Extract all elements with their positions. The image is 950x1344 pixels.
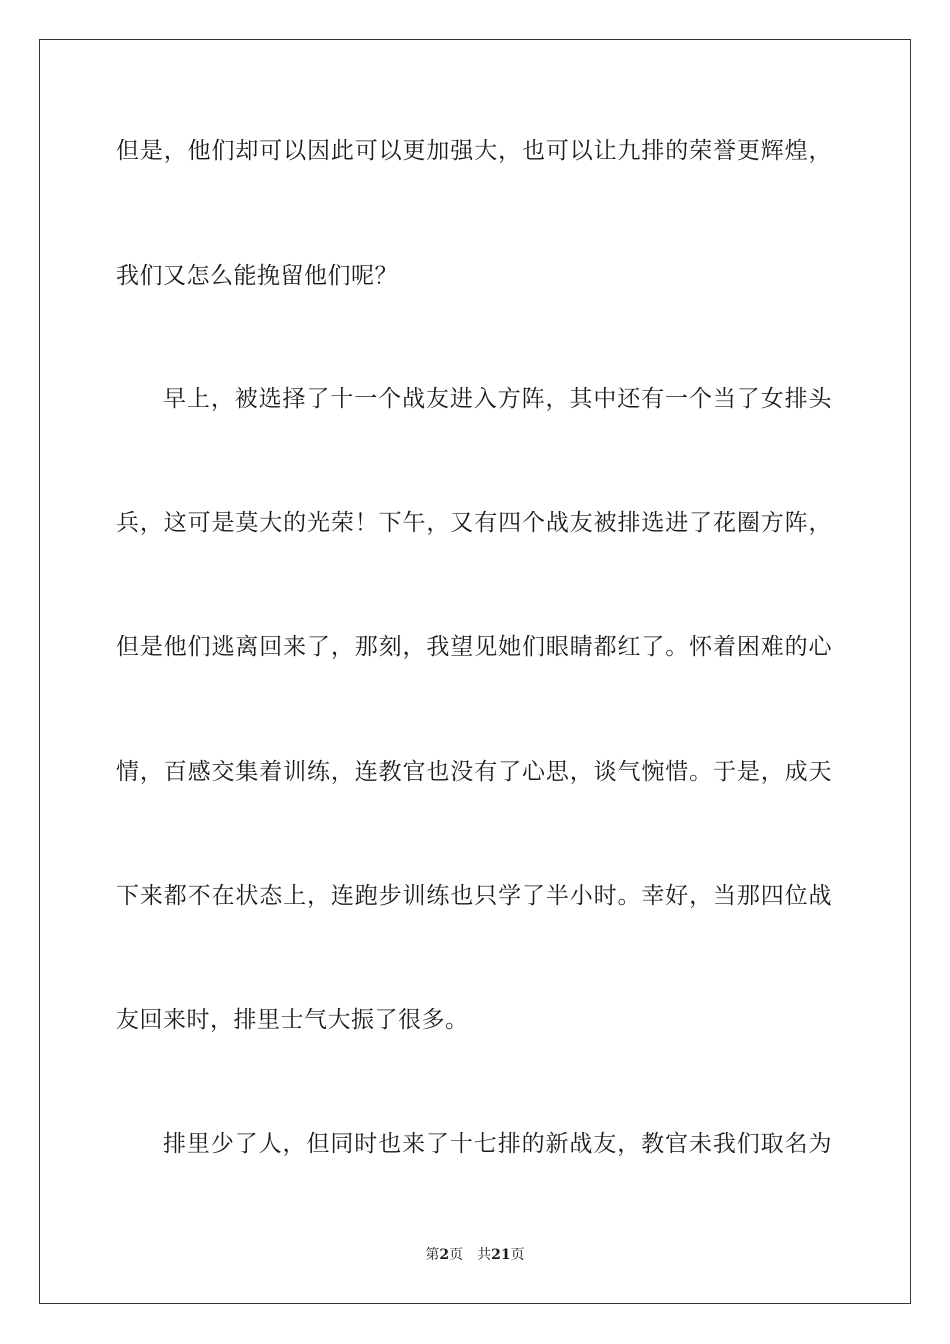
text-line-6: 情，百感交集着训练，连教官也没有了心思，谈气惋惜。于是，成天 [116, 759, 832, 785]
total-pages: 21 [491, 1247, 511, 1263]
total-label-suffix: 页 [510, 1247, 525, 1263]
text-line-8: 友回来时，排里士气大振了很多。 [116, 1007, 469, 1033]
page-label-suffix: 页 [449, 1247, 464, 1263]
page-label-prefix: 第 [425, 1247, 440, 1263]
text-line-2: 我们又怎么能挽留他们呢？ [116, 263, 398, 289]
page-number: 2 [439, 1247, 450, 1263]
text-line-3-paragraph-start: 早上，被选择了十一个战友进入方阵，其中还有一个当了女排头 [163, 386, 832, 412]
total-label-prefix: 共 [477, 1247, 492, 1263]
text-line-1: 但是，他们却可以因此可以更加强大，也可以让九排的荣誉更辉煌， [116, 138, 832, 164]
text-line-4: 兵，这可是莫大的光荣！下午，又有四个战友被排选进了花圈方阵， [116, 510, 832, 536]
page-border [39, 39, 911, 1304]
text-line-7: 下来都不在状态上，连跑步训练也只学了半小时。幸好，当那四位战 [116, 883, 832, 909]
page-footer [0, 1245, 950, 1265]
text-line-9-paragraph-start: 排里少了人，但同时也来了十七排的新战友，教官未我们取名为 [163, 1131, 832, 1157]
text-line-5: 但是他们逃离回来了，那刻，我望见她们眼睛都红了。怀着困难的心 [116, 634, 832, 660]
